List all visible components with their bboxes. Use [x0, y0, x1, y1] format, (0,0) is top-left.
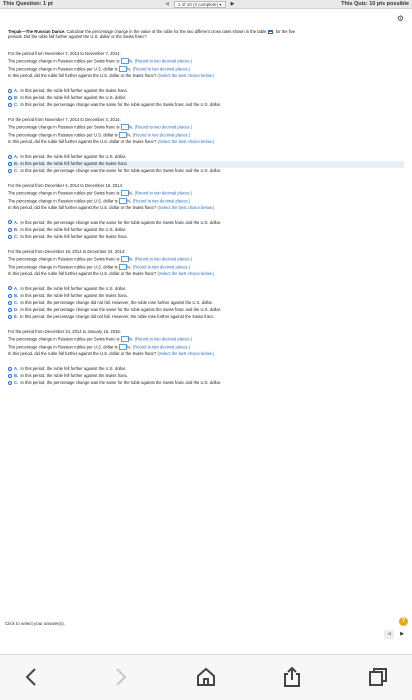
option-letter: B. — [14, 373, 19, 379]
usd-change-input[interactable] — [119, 198, 127, 204]
swiss-change-input[interactable] — [121, 58, 129, 64]
radio-button[interactable] — [8, 162, 12, 166]
radio-button[interactable] — [8, 286, 12, 290]
percent-sign: %. — [126, 344, 132, 350]
intro-text-b: for the five — [275, 29, 296, 34]
answer-option[interactable] — [8, 227, 404, 234]
round-hint: (Round to two decimal places.) — [132, 132, 191, 138]
fall-question-text: In this period, did the ruble fall further against the U.S. dollar or the Swiss franc? — [8, 73, 157, 79]
radio-button[interactable] — [8, 169, 12, 173]
prev-question-button[interactable]: ◀ — [165, 1, 169, 7]
period-block — [8, 51, 404, 117]
select-hint: (Select the best choice below.) — [157, 73, 215, 79]
swiss-change-label: The percentage change in Russian rubles per Swiss franc is — [8, 256, 120, 262]
share-icon[interactable] — [280, 665, 304, 689]
round-hint: (Round to two decimal places.) — [134, 125, 193, 131]
intro-text-a: Calculate the percentage change in the value of the ruble for the two different cross rates shown in the table — [66, 29, 267, 34]
usd-change-label: The percentage change in Russian rubles per U.S. dollar is — [8, 66, 118, 72]
period-block — [8, 329, 404, 395]
question-points: This Question: 1 pt — [3, 1, 53, 7]
question-navigator — [162, 1, 238, 8]
select-hint: (Select the best choice below.) — [157, 351, 215, 357]
answer-option[interactable] — [8, 234, 404, 241]
pager-text: 1 of 10 (4 complete) — [178, 2, 219, 7]
answer-option[interactable] — [8, 373, 404, 380]
usd-change-input[interactable] — [119, 132, 127, 138]
option-text: In this period, the ruble fell further against the U.S. dollar. — [20, 95, 127, 101]
swiss-change-line — [8, 336, 404, 343]
tabs-icon[interactable] — [366, 665, 390, 689]
fall-question — [8, 351, 404, 358]
answer-option[interactable] — [8, 154, 404, 161]
option-letter: B. — [14, 292, 19, 298]
spacer — [8, 322, 404, 329]
radio-button[interactable] — [8, 381, 12, 385]
answer-option[interactable] — [8, 286, 404, 293]
percent-sign: %. — [126, 132, 132, 138]
swiss-change-line — [8, 256, 404, 263]
answer-option[interactable] — [8, 220, 404, 227]
option-text: In this period, the ruble fell further against the Swiss franc. — [20, 234, 129, 240]
swiss-change-input[interactable] — [121, 256, 129, 262]
option-letter: A. — [14, 285, 19, 291]
radio-button[interactable] — [8, 228, 12, 232]
period-title: For the period from December 4, 2014 to December 16, 2014: — [8, 182, 123, 188]
percent-sign: %. — [128, 190, 134, 196]
spacer — [8, 212, 404, 219]
answer-option[interactable] — [8, 307, 404, 314]
radio-button[interactable] — [8, 315, 12, 319]
radio-button[interactable] — [8, 220, 12, 224]
usd-change-line — [8, 132, 404, 139]
quiz-points: This Quiz: 10 pts possible — [341, 1, 409, 7]
option-letter: C. — [14, 234, 19, 240]
radio-button[interactable] — [8, 96, 12, 100]
question-content — [8, 29, 404, 395]
fall-question-text: In this period, did the ruble fall further against the U.S. dollar or the Swiss franc? — [8, 205, 157, 211]
periods-list — [8, 51, 404, 395]
usd-change-input[interactable] — [119, 264, 127, 270]
percent-sign: %. — [128, 59, 134, 65]
select-prompt: Click to select your answer(s). — [5, 621, 66, 626]
spacer — [8, 359, 404, 366]
spacer — [8, 147, 404, 154]
answer-option[interactable] — [8, 161, 404, 168]
radio-button[interactable] — [8, 155, 12, 159]
footer-next-button[interactable]: ▶ — [400, 631, 404, 637]
answer-option[interactable] — [8, 168, 404, 175]
radio-button[interactable] — [8, 374, 12, 378]
swiss-change-line — [8, 58, 404, 65]
percent-sign: %. — [126, 66, 132, 72]
answer-option[interactable] — [8, 366, 404, 373]
table-icon[interactable] — [268, 30, 273, 34]
round-hint: (Round to two decimal places.) — [132, 264, 191, 270]
radio-button[interactable] — [8, 294, 12, 298]
spacer — [8, 241, 404, 248]
fall-question — [8, 205, 404, 212]
fall-question — [8, 73, 404, 80]
radio-button[interactable] — [8, 103, 12, 107]
period-title: For the period from November 7, 2014 to December 4, 2014: — [8, 116, 121, 122]
option-text: In this period, the percentage change was the same for the ruble against the Swiss franc and the U.S. dollar. — [20, 219, 222, 225]
option-letter: A. — [14, 219, 19, 225]
round-hint: (Round to two decimal places.) — [134, 256, 193, 262]
option-letter: B. — [14, 161, 19, 167]
round-hint: (Round to two decimal places.) — [134, 190, 193, 196]
quiz-header — [0, 0, 412, 9]
percent-sign: %. — [128, 125, 134, 131]
round-hint: (Round to two decimal places.) — [134, 59, 193, 65]
usd-change-label: The percentage change in Russian rubles per U.S. dollar is — [8, 264, 118, 270]
intro-text-c: periods. Did the ruble fall further against the U.S. dollar or the Swiss franc? — [8, 34, 147, 40]
usd-change-label: The percentage change in Russian rubles per U.S. dollar is — [8, 132, 118, 138]
answer-option[interactable] — [8, 314, 404, 321]
option-letter: C. — [14, 102, 19, 108]
swiss-change-input[interactable] — [121, 336, 129, 342]
option-letter: B. — [14, 227, 19, 233]
period-block — [8, 117, 404, 183]
next-question-button[interactable]: ▶ — [230, 1, 235, 7]
option-letter: C. — [14, 300, 19, 306]
swiss-change-input[interactable] — [121, 190, 129, 196]
option-text: In this period, the percentage change was the same for the ruble against the Swiss franc and the U.S. dollar. — [20, 380, 222, 386]
percent-sign: %. — [126, 198, 132, 204]
fall-question-text: In this period, did the ruble fall further against the U.S. dollar or the Swiss franc? — [8, 139, 157, 145]
usd-change-input[interactable] — [119, 344, 127, 350]
answer-option[interactable] — [8, 380, 404, 387]
spacer — [8, 388, 404, 395]
option-text: In this period, the percentage change was the same for the ruble against the Swiss franc and the U.S. dollar. — [20, 168, 222, 174]
select-hint: (Select the best choice below.) — [157, 270, 215, 276]
spacer — [8, 81, 404, 88]
option-text: In this period, the ruble fell further against the Swiss franc. — [20, 161, 129, 167]
home-icon[interactable] — [194, 665, 218, 689]
swiss-change-label: The percentage change in Russian rubles per Swiss franc is — [8, 125, 120, 131]
usd-change-label: The percentage change in Russian rubles per U.S. dollar is — [8, 198, 118, 204]
usd-change-line — [8, 198, 404, 205]
option-text: In this period, the percentage change did not fall. However, the ruble rose further against the Swiss franc. — [20, 314, 215, 320]
swiss-change-input[interactable] — [121, 124, 129, 130]
period-block — [8, 249, 404, 329]
round-hint: (Round to two decimal places.) — [132, 66, 191, 72]
radio-button[interactable] — [8, 235, 12, 239]
radio-button[interactable] — [8, 301, 12, 305]
answer-option[interactable] — [8, 102, 404, 109]
back-icon[interactable] — [20, 665, 44, 689]
swiss-change-line — [8, 124, 404, 131]
option-text: In this period, the percentage change was the same for the ruble against the Swiss franc and the U.S. dollar. — [20, 102, 222, 108]
period-title: For the period from December 16, 2014 to December 24, 2014: — [8, 248, 126, 254]
option-letter: B. — [14, 95, 19, 101]
forward-icon[interactable] — [108, 665, 132, 689]
option-letter: C. — [14, 380, 19, 386]
option-text: In this period, the ruble fell further against the U.S. dollar. — [20, 227, 127, 233]
option-letter: A. — [14, 88, 19, 94]
radio-button[interactable] — [8, 367, 12, 371]
round-hint: (Round to two decimal places.) — [134, 337, 193, 343]
option-text: In this period, the ruble fell further against the U.S. dollar. — [20, 285, 127, 291]
option-text: In this period, the ruble fell further against the U.S. dollar. — [20, 153, 127, 159]
usd-change-line — [8, 66, 404, 73]
spacer — [8, 278, 404, 285]
swiss-change-line — [8, 190, 404, 197]
option-text: In this period, the ruble fell further against the U.S. dollar. — [20, 366, 127, 372]
gear-icon[interactable]: ⚙ — [396, 14, 404, 23]
radio-button[interactable] — [8, 89, 12, 93]
option-text: In this period, the ruble fell further against the Swiss franc. — [20, 373, 129, 379]
spacer — [8, 175, 404, 182]
select-hint: (Select the best choice below.) — [157, 139, 215, 145]
percent-sign: %. — [128, 256, 134, 262]
option-text: In this period, the ruble fell further against the Swiss franc. — [20, 88, 129, 94]
fall-question — [8, 139, 404, 146]
select-hint: (Select the best choice below.) — [157, 205, 215, 211]
question-selector[interactable]: 1 of 10 (4 complete) ▾ — [174, 1, 226, 8]
period-title: For the period from November 7, 2013 to November 7, 2014: — [8, 51, 121, 57]
usd-change-input[interactable] — [119, 66, 127, 72]
period-title: For the period from December 24, 2014 to January 16, 2015: — [8, 329, 121, 335]
percent-sign: %. — [128, 337, 134, 343]
swiss-change-label: The percentage change in Russian rubles per Swiss franc is — [8, 59, 120, 65]
percent-sign: %. — [126, 264, 132, 270]
option-text: In this period, the ruble fell further against the Swiss franc. — [20, 292, 129, 298]
answer-option[interactable] — [8, 95, 404, 102]
radio-button[interactable] — [8, 308, 12, 312]
option-letter: D. — [14, 307, 19, 313]
fall-question — [8, 271, 404, 278]
usd-change-line — [8, 344, 404, 351]
answer-footer — [0, 616, 412, 644]
question-intro — [8, 29, 404, 39]
footer-prev-button[interactable]: ◀ — [384, 630, 394, 639]
spacer — [8, 110, 404, 117]
usd-change-label: The percentage change in Russian rubles per U.S. dollar is — [8, 344, 118, 350]
usd-change-line — [8, 264, 404, 271]
option-text: In this period, the percentage change was the same for the ruble against the Swiss franc and the U.S. dollar. — [20, 307, 222, 313]
help-button[interactable]: ? — [399, 617, 408, 626]
option-letter: E. — [14, 314, 18, 320]
answer-option[interactable] — [8, 88, 404, 95]
question-title: Trepak—The Russian Dance. — [8, 29, 66, 34]
swiss-change-label: The percentage change in Russian rubles per Swiss franc is — [8, 190, 120, 196]
option-letter: A. — [14, 366, 19, 372]
round-hint: (Round to two decimal places.) — [132, 198, 191, 204]
period-block — [8, 183, 404, 249]
option-letter: A. — [14, 153, 19, 159]
answer-option[interactable] — [8, 293, 404, 300]
fall-question-text: In this period, did the ruble fall further against the U.S. dollar or the Swiss franc? — [8, 270, 157, 276]
fall-question-text: In this period, did the ruble fall further against the U.S. dollar or the Swiss franc? — [8, 351, 157, 357]
option-text: In this period, the percentage change did not fall. However, the ruble rose further against the U.S. dollar. — [20, 300, 213, 306]
answer-option[interactable] — [8, 300, 404, 307]
swiss-change-label: The percentage change in Russian rubles per Swiss franc is — [8, 337, 120, 343]
option-letter: C. — [14, 168, 19, 174]
round-hint: (Round to two decimal places.) — [132, 344, 191, 350]
browser-toolbar — [0, 654, 412, 700]
